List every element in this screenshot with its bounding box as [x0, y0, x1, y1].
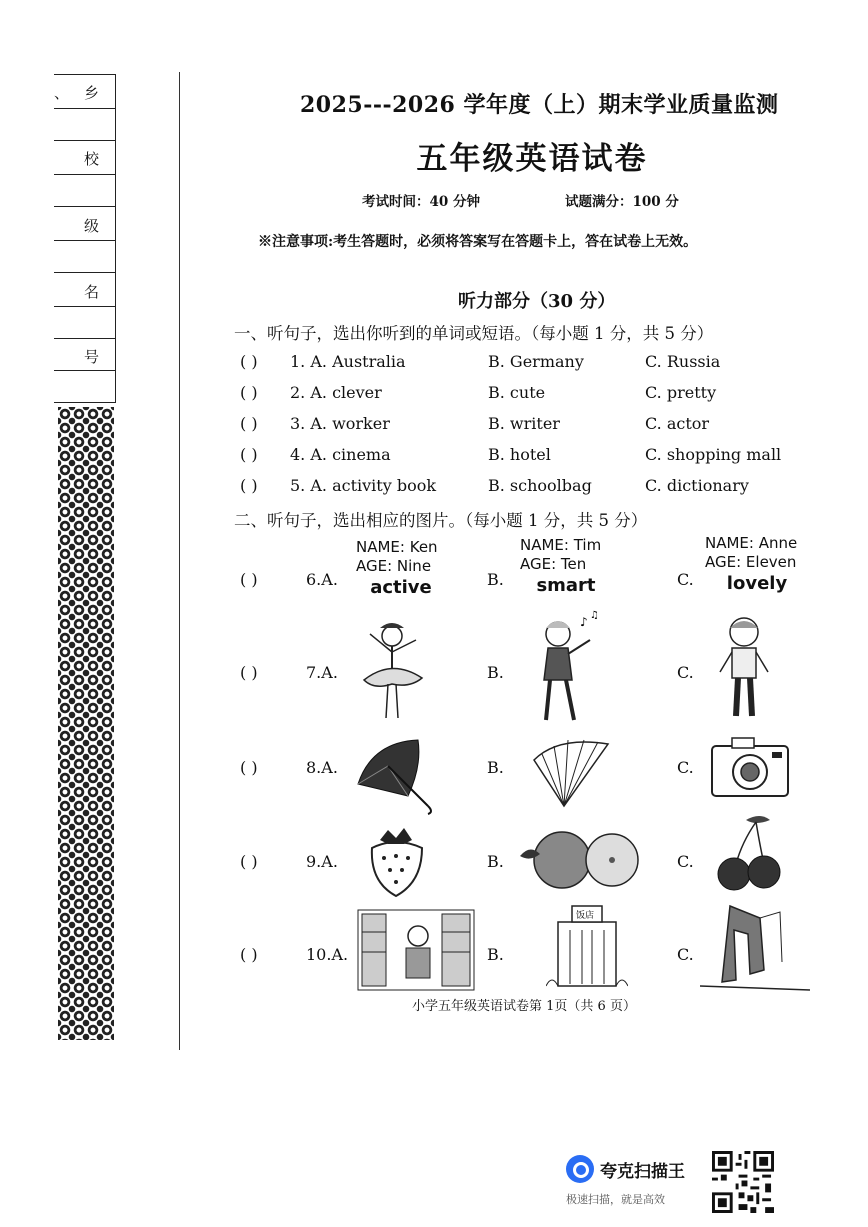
binding-label-township: 乡 — [84, 84, 100, 102]
question-2-b: B. cute — [488, 383, 546, 402]
part2-heading: 二、听句子，选出相应的图片。（每小题 1 分，共 5 分） — [234, 511, 648, 530]
scanner-logo-icon — [566, 1155, 594, 1183]
binding-strip-border — [115, 74, 116, 402]
question-7-a: 7.A. — [306, 663, 338, 682]
decorative-pattern — [58, 407, 114, 1040]
answer-blank[interactable]: ( ) — [240, 352, 258, 371]
cctv-tower-picture — [700, 900, 810, 994]
library-picture — [356, 908, 476, 992]
hotel-sign: 饭店 — [576, 911, 595, 921]
binding-line — [54, 206, 116, 207]
ballerina-picture — [350, 618, 430, 724]
question-5-c: C. dictionary — [645, 476, 749, 495]
umbrella-icon — [352, 736, 438, 816]
binding-divider — [179, 72, 180, 1050]
option-c-label: C. — [677, 663, 694, 682]
girl-overalls-picture — [712, 612, 778, 722]
binding-line — [54, 402, 116, 403]
exam-title: 2025---2026 学年度（上）期末学业质量监测 — [300, 92, 779, 118]
answer-blank[interactable]: ( ) — [240, 570, 258, 589]
question-3-c: C. actor — [645, 414, 710, 433]
question-3-b: B. writer — [488, 414, 560, 433]
section-title: 听力部分（30 分） — [458, 291, 616, 312]
binding-line — [54, 370, 116, 371]
exam-subtitle: 五年级英语试卷 — [416, 141, 648, 177]
question-1-a: 1. A. Australia — [290, 352, 406, 371]
question-2-a: 2. A. clever — [290, 383, 382, 402]
option-b-label: B. — [487, 852, 504, 871]
question-4-c: C. shopping mall — [645, 445, 782, 464]
name-card-tim: NAME: Tim AGE: Ten smart — [520, 536, 602, 596]
answer-blank[interactable]: ( ) — [240, 663, 258, 682]
question-9-a: 9.A. — [306, 852, 338, 871]
binding-line — [54, 272, 116, 273]
page-footer: 小学五年级英语试卷第 1页（共 6 页） — [412, 999, 636, 1014]
question-4-a: 4. A. cinema — [290, 445, 391, 464]
part1-heading: 一、听句子，选出你听到的单词或短语。（每小题 1 分，共 5 分） — [234, 324, 714, 343]
exam-notice: ※注意事项:考生答题时，必须将答案写在答题卡上，答在试卷上无效。 — [258, 234, 698, 250]
binding-line — [54, 74, 116, 75]
exam-score: 试题满分：100 分 — [565, 194, 679, 210]
question-4-b: B. hotel — [488, 445, 551, 464]
answer-blank[interactable]: ( ) — [240, 945, 258, 964]
hotel-building-picture — [546, 904, 628, 988]
answer-blank[interactable]: ( ) — [240, 852, 258, 871]
name-card-ken: NAME: Ken AGE: Nine active — [356, 538, 438, 598]
question-8-a: 8.A. — [306, 758, 338, 777]
answer-blank[interactable]: ( ) — [240, 383, 258, 402]
option-c-label: C. — [677, 945, 694, 964]
option-c-label: C. — [677, 570, 694, 589]
answer-blank[interactable]: ( ) — [240, 414, 258, 433]
answer-blank[interactable]: ( ) — [240, 758, 258, 777]
camera-icon — [710, 734, 792, 800]
question-3-a: 3. A. worker — [290, 414, 390, 433]
binding-line — [54, 338, 116, 339]
qr-code-icon — [712, 1151, 774, 1213]
singing-boy-picture — [524, 610, 608, 728]
option-c-label: C. — [677, 758, 694, 777]
question-1-b: B. Germany — [488, 352, 584, 371]
name-card-anne: NAME: Anne AGE: Eleven lovely — [705, 534, 798, 594]
binding-label-number: 号 — [84, 348, 100, 366]
binding-label-class: 级 — [84, 217, 100, 235]
question-2-c: C. pretty — [645, 383, 717, 402]
option-c-label: C. — [677, 852, 694, 871]
strawberry-icon — [362, 826, 432, 900]
option-b-label: B. — [487, 758, 504, 777]
svg-text:♪: ♪ — [580, 615, 588, 629]
answer-blank[interactable]: ( ) — [240, 445, 258, 464]
exam-time: 考试时间：40 分钟 — [362, 194, 480, 210]
binding-fragment: 、 — [54, 84, 70, 102]
oranges-icon — [516, 826, 652, 892]
binding-line — [54, 306, 116, 307]
binding-label-school: 校 — [84, 150, 100, 168]
question-6-a: 6.A. — [306, 570, 338, 589]
binding-label-name: 名 — [84, 283, 100, 301]
binding-line — [54, 108, 116, 109]
question-5-b: B. schoolbag — [488, 476, 592, 495]
svg-text:♫: ♫ — [590, 610, 599, 621]
option-b-label: B. — [487, 570, 504, 589]
binding-line — [54, 240, 116, 241]
answer-blank[interactable]: ( ) — [240, 476, 258, 495]
question-5-a: 5. A. activity book — [290, 476, 437, 495]
option-b-label: B. — [487, 945, 504, 964]
question-1-c: C. Russia — [645, 352, 721, 371]
folding-fan-icon — [528, 736, 614, 810]
option-b-label: B. — [487, 663, 504, 682]
cherries-icon — [716, 812, 782, 894]
question-10-a: 10.A. — [306, 945, 349, 964]
